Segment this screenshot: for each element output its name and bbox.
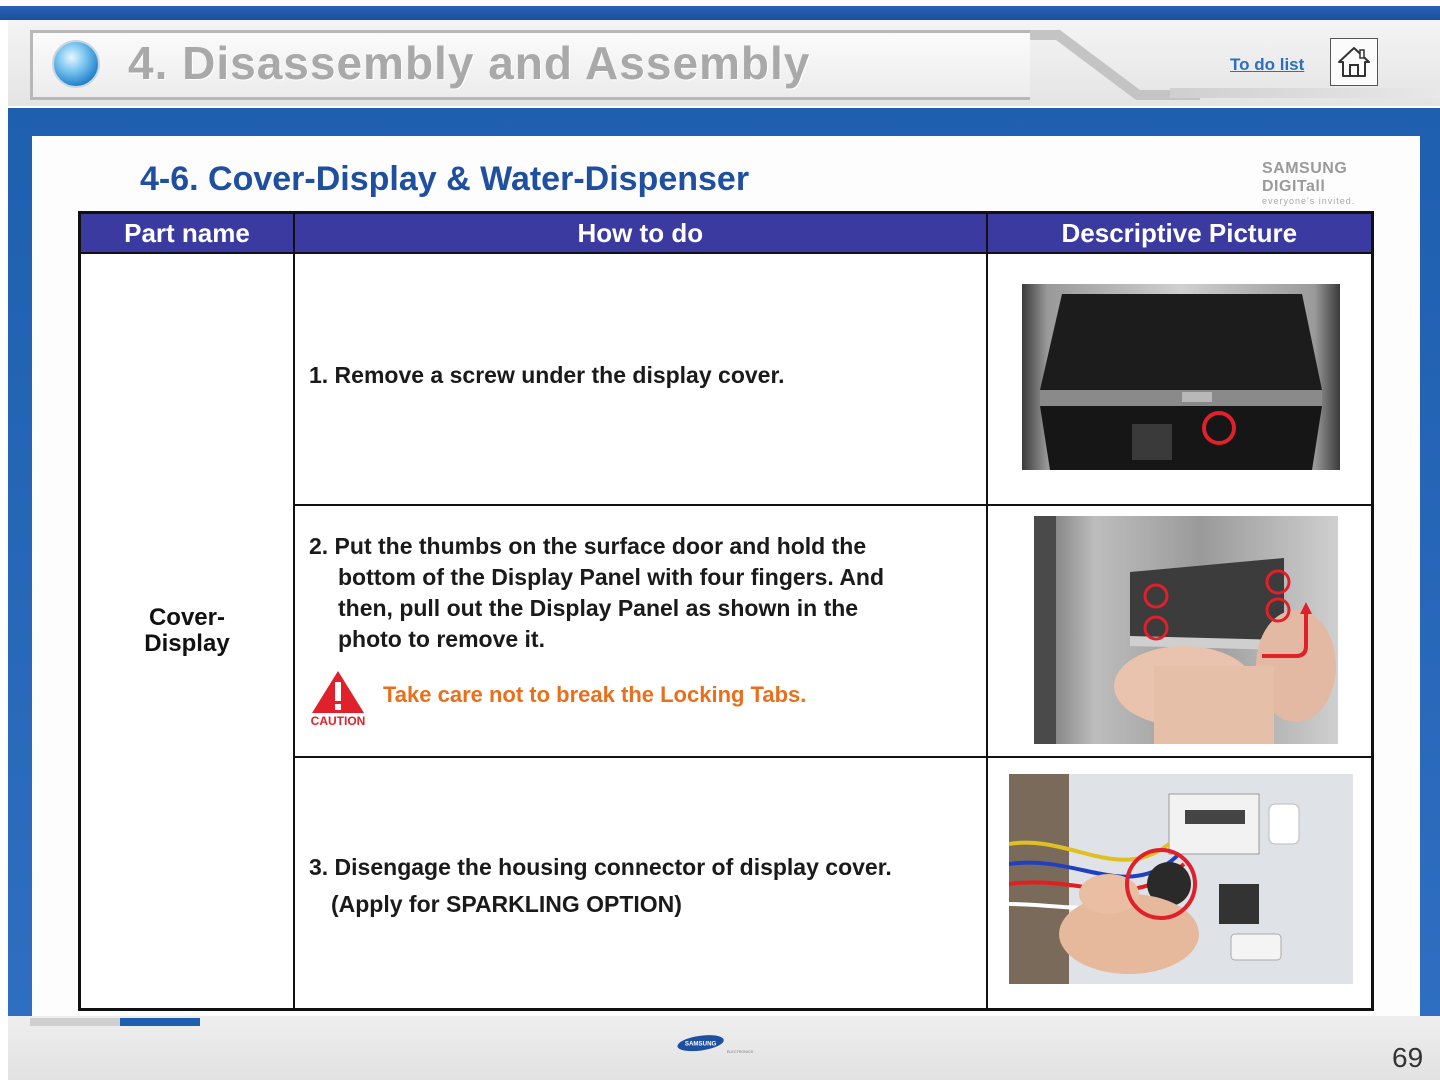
samsung-logo-text: SAMSUNG [684, 1040, 717, 1048]
page-number: 69 [1392, 1042, 1424, 1073]
header-descriptive-picture: Descriptive Picture [987, 213, 1373, 254]
section-subtitle: 4-6. Cover-Display & Water-Dispenser [140, 160, 750, 198]
step2-picture-cell [987, 505, 1373, 757]
home-button[interactable] [1330, 38, 1378, 86]
caution-note [309, 669, 972, 727]
samsung-logo-sub: ELECTRONICS [726, 1050, 754, 1054]
step2-line3: then, pull out the Display Panel as shown in the [337, 595, 859, 621]
housing-connector-illustration [1009, 774, 1353, 984]
brand-line2: everyone's invited. [1262, 196, 1356, 206]
display-cover-photo [1022, 284, 1340, 470]
step3-line2: (Apply for SPARKLING OPTION) [330, 890, 682, 917]
brand-line1: SAMSUNG DIGITall [1262, 160, 1348, 195]
step2-line1: 2. Put the thumbs on the surface door and hold the [308, 533, 867, 559]
step3-cell [294, 757, 987, 1009]
part-name-line1: Cover- [148, 603, 225, 631]
step2-line4: photo to remove it. [337, 626, 545, 652]
caution-text: Take care not to break the Locking Tabs. [382, 681, 807, 707]
caution-label: CAUTION [310, 714, 366, 727]
display-cover-illustration [1022, 284, 1340, 470]
step1-text: 1. Remove a screw under the display cover. [308, 361, 785, 388]
step2-line2: bottom of the Display Panel with four fingers. And [337, 564, 885, 590]
header-part-name: Part name [80, 213, 294, 254]
home-icon [1337, 45, 1371, 79]
footer-line [30, 1018, 120, 1026]
step1-cell [294, 253, 987, 505]
procedure-table [78, 211, 1374, 1011]
step1-picture-cell [987, 253, 1373, 505]
step2-cell [294, 505, 987, 757]
part-name-line2: Display [144, 629, 230, 657]
page-title: 4. Disassembly and Assembly [128, 37, 811, 89]
todo-list-link[interactable]: To do list [1230, 55, 1305, 74]
part-name-cell [80, 253, 294, 1009]
globe-icon [52, 40, 100, 88]
step3-line1: 3. Disengage the housing connector of display cover. [308, 853, 892, 880]
step3-picture-cell [987, 757, 1373, 1009]
display-panel-photo [1034, 516, 1338, 744]
display-panel-illustration [1034, 516, 1338, 744]
table-row [80, 253, 1373, 505]
header-line [1170, 88, 1440, 98]
housing-connector-photo [1009, 774, 1353, 984]
top-band [0, 6, 1440, 20]
caution-icon [309, 669, 367, 727]
header-how-to-do: How to do [294, 213, 987, 254]
footer-accent [120, 1018, 200, 1026]
table-header-row [80, 213, 1373, 254]
samsung-logo [676, 1030, 756, 1060]
samsung-digitall-logo [1262, 160, 1412, 206]
